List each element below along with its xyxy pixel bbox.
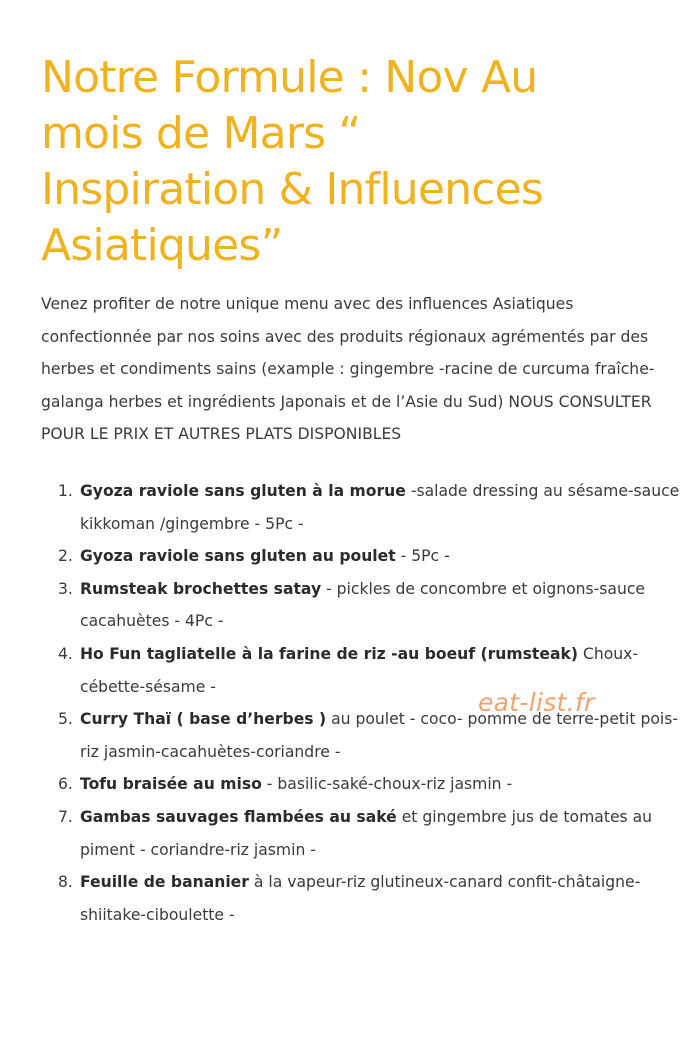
item-number: 1. xyxy=(58,481,73,500)
dish-name: Feuille de bananier xyxy=(80,873,249,892)
menu-item xyxy=(41,475,681,540)
item-number: 4. xyxy=(58,644,73,663)
dish-name: Rumsteak brochettes satay xyxy=(80,579,322,598)
menu-item xyxy=(41,540,681,573)
menu-item xyxy=(41,768,681,801)
dish-name: Gyoza raviole sans gluten au poulet xyxy=(80,547,396,566)
watermark: eat-list.fr xyxy=(478,688,595,717)
title-line: mois de Mars “ xyxy=(41,108,361,159)
dish-name: Gambas sauvages flambées au saké xyxy=(80,807,397,826)
dish-detail: -salade dressing au sésame-sauce kikkoman /gingembre - 5Pc - xyxy=(80,481,680,533)
title-line: Inspiration & Influences xyxy=(41,164,543,215)
dish-detail: et gingembre jus de tomates au piment - coriandre-riz jasmin - xyxy=(80,807,653,859)
item-number: 8. xyxy=(58,873,73,892)
menu-page xyxy=(41,50,681,931)
item-number: 2. xyxy=(58,547,73,566)
dish-detail: au poulet - coco- pomme de terre-petit pois-riz jasmin-cacahuètes-coriandre - xyxy=(80,710,678,761)
dish-detail: Choux-cébette-sésame - xyxy=(80,644,638,696)
dish-name: Curry Thaï ( base d’herbes ) xyxy=(80,710,327,729)
dish-name: Tofu braisée au miso xyxy=(80,775,262,794)
dish-name: Ho Fun tagliatelle à la farine de riz -au boeuf (rumsteak) xyxy=(80,644,578,663)
intro-paragraph: Venez profiter de notre unique menu avec des influences Asiatiques confectionnée par nos soins avec des produits régionaux agrémentés par des herbes et condiments sains (example : gingembre -racine de curcuma fraîche-galanga herbes et ingrédients Japonais et de l’Asie du Sud) NOUS CONSULTER POUR LE PRIX ET AUTRES PLATS DISPONIBLES xyxy=(41,295,655,444)
page-title xyxy=(41,50,681,274)
dish-detail: - basilic-saké-choux-riz jasmin - xyxy=(261,775,513,794)
menu-item xyxy=(41,573,681,638)
dish-detail: - 5Pc - xyxy=(395,547,450,566)
dish-detail: - pickles de concombre et oignons-sauce cacahuètes - 4Pc - xyxy=(80,579,646,631)
dish-name: Gyoza raviole sans gluten à la morue xyxy=(80,481,406,500)
item-number: 6. xyxy=(58,775,73,794)
title-line: Asiatiques” xyxy=(41,220,283,271)
item-number: 3. xyxy=(58,579,73,598)
menu-item xyxy=(41,801,681,866)
menu-item xyxy=(41,866,681,931)
item-number: 5. xyxy=(58,710,73,729)
title-line: Notre Formule : Nov Au xyxy=(41,52,538,103)
item-number: 7. xyxy=(58,807,73,826)
dish-detail: à la vapeur-riz glutineux-canard confit-châtaigne-shiitake-ciboulette - xyxy=(80,873,641,924)
